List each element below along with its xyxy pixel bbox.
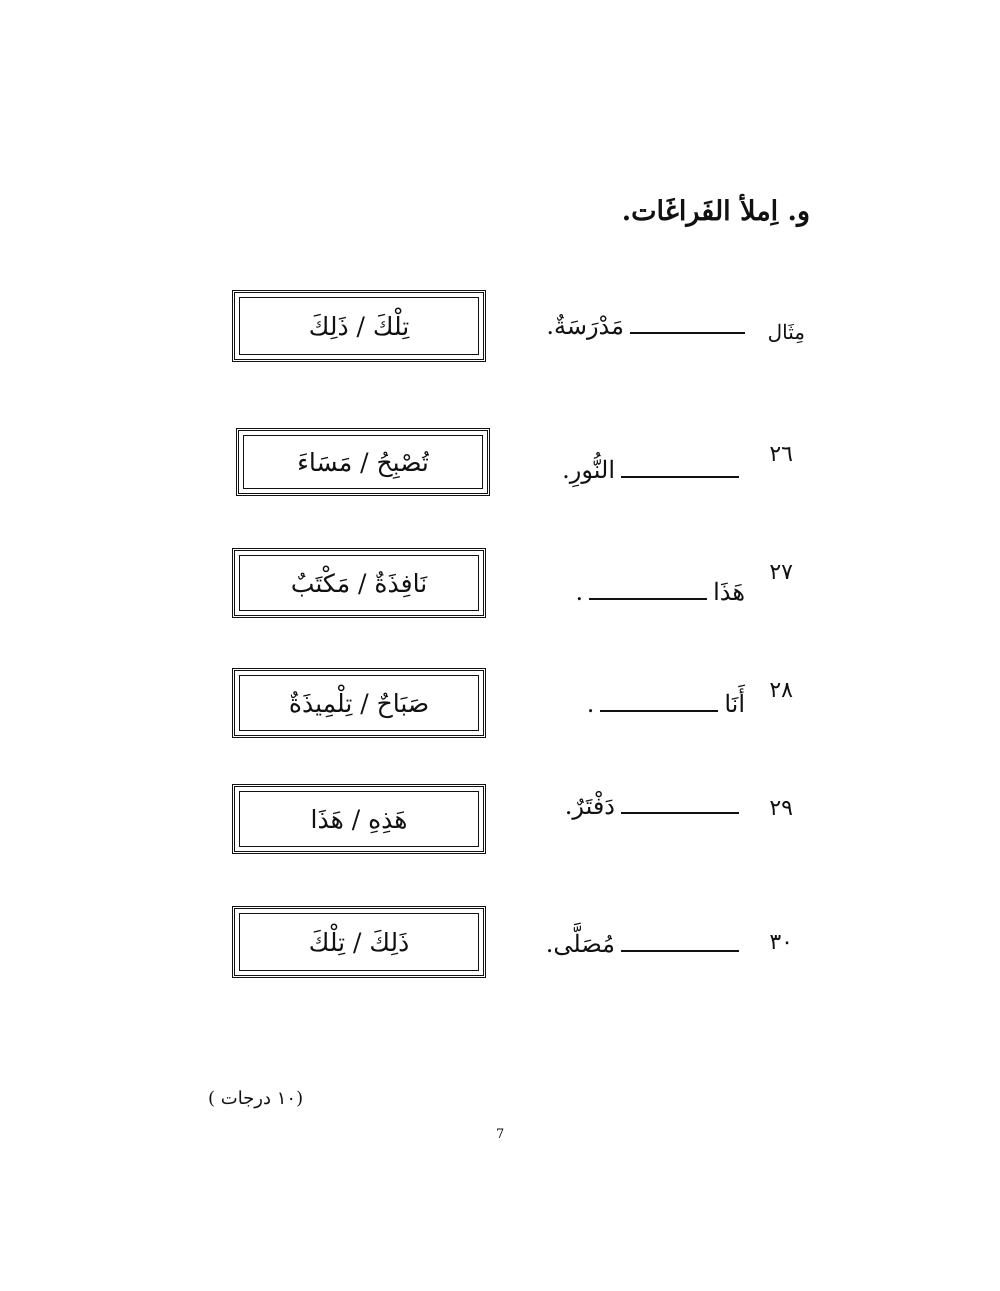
question-number: ٢٧ <box>769 560 793 585</box>
question-sentence <box>546 930 745 958</box>
example-label: مِثَال <box>767 320 805 344</box>
question-after: مُصَلَّى. <box>545 930 615 958</box>
options-box-29 <box>232 784 486 854</box>
options-box-30 <box>232 906 486 978</box>
question-after: . <box>575 578 584 606</box>
example-sentence <box>546 312 745 340</box>
question-sentence <box>565 792 745 820</box>
options-text: هَذِهِ / هَذَا <box>310 804 408 834</box>
options-text: صَبَاحٌ / تِلْمِيذَةٌ <box>288 688 430 718</box>
options-box-26 <box>236 428 490 496</box>
question-row-29 <box>0 784 1000 854</box>
section-title: و. اِملأ الفَراغَات. <box>621 196 810 227</box>
question-sentence <box>575 578 745 606</box>
answer-blank-30[interactable] <box>621 949 739 952</box>
example-options-box <box>232 290 486 362</box>
question-sentence <box>562 456 745 484</box>
question-row-27 <box>0 548 1000 618</box>
question-row-26 <box>0 428 1000 496</box>
question-row-28 <box>0 668 1000 738</box>
answer-blank-29[interactable] <box>621 811 739 814</box>
options-text: نَافِذَةٌ / مَكْتَبٌ <box>290 568 428 598</box>
answer-blank-26[interactable] <box>621 475 739 478</box>
question-sentence <box>587 690 745 718</box>
question-after: النُّورِ. <box>562 456 615 484</box>
page-number: 7 <box>496 1127 505 1142</box>
options-box-27 <box>232 548 486 618</box>
score-note: (١٠ درجات ) <box>208 1088 304 1109</box>
answer-blank-27[interactable] <box>589 597 707 600</box>
example-row <box>0 290 1000 362</box>
example-sentence-end: مَدْرَسَةٌ. <box>546 312 624 340</box>
question-number: ٢٦ <box>769 442 793 467</box>
options-box-28 <box>232 668 486 738</box>
question-row-30 <box>0 906 1000 978</box>
question-before: أَنَا <box>724 690 745 718</box>
question-before: هَذَا <box>713 578 745 606</box>
example-blank <box>630 331 745 334</box>
example-options: تِلْكَ / ذَلِكَ <box>308 311 410 341</box>
question-number: ٣٠ <box>769 930 793 955</box>
question-after: . <box>586 690 595 718</box>
question-number: ٢٩ <box>769 796 793 821</box>
question-number: ٢٨ <box>769 678 793 703</box>
options-text: تُصْبِحُ / مَسَاءَ <box>297 447 429 477</box>
options-text: ذَلِكَ / تِلْكَ <box>308 927 410 957</box>
answer-blank-28[interactable] <box>600 709 718 712</box>
question-after: دَفْتَرٌ. <box>564 792 615 820</box>
